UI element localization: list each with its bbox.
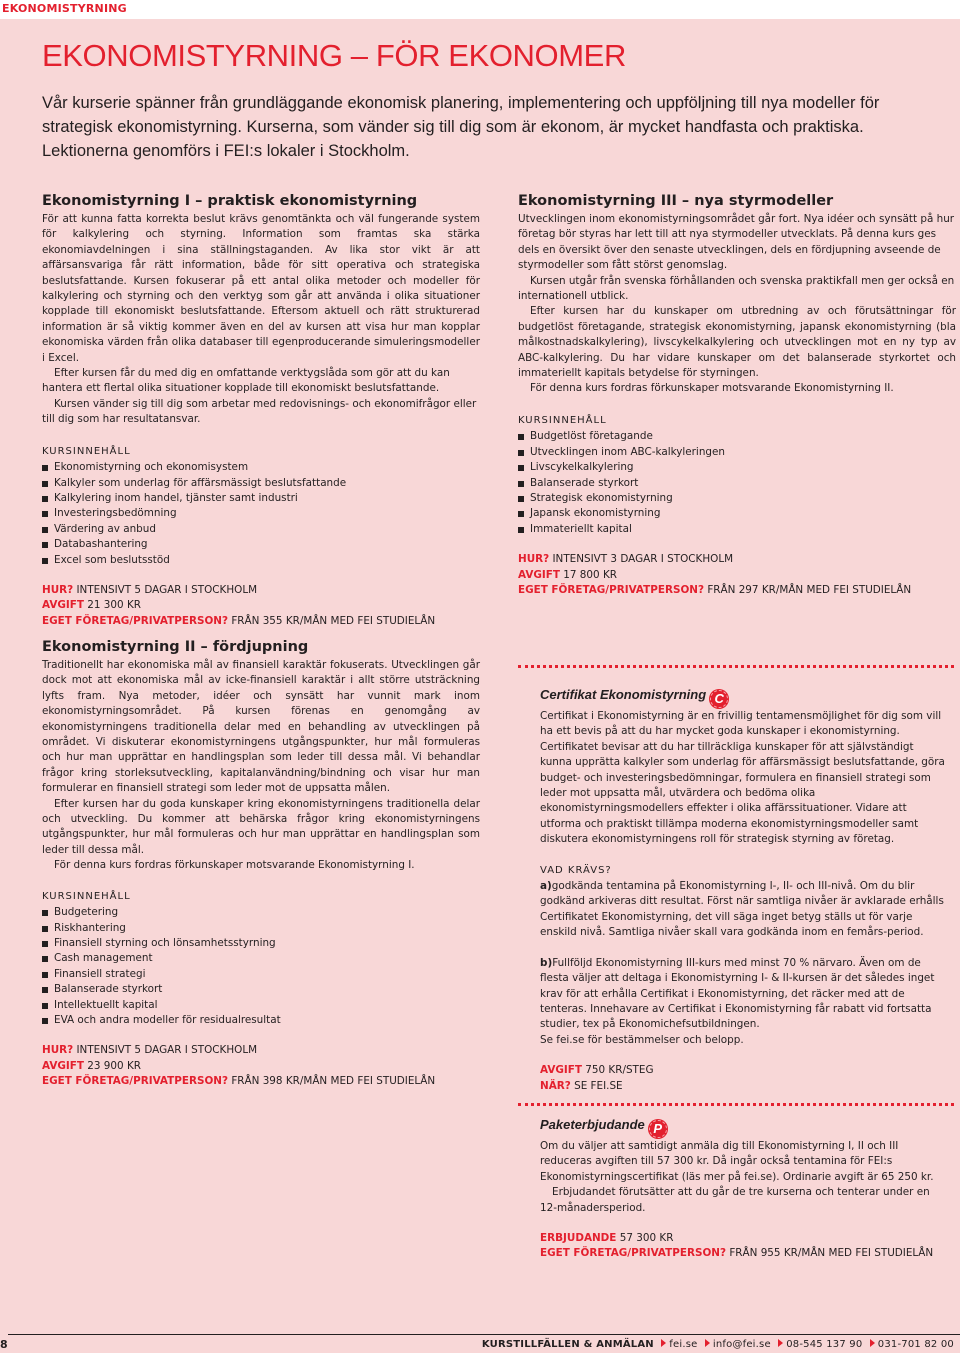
package-text-2: Erbjudandet förutsätter att du går de tre kurserna och tenterar under en 12-månadersperiod. (540, 1186, 930, 1214)
course-3 (518, 192, 956, 598)
list-item: Budgetlöst företagande (518, 429, 956, 444)
package-loan: EGET FÖRETAG/PRIVATPERSON? FRÅN 955 KR/MÅN MED FEI STUDIELÅN (540, 1247, 934, 1260)
course-2-how: HUR? INTENSIVT 5 DAGAR I STOCKHOLM (42, 1044, 258, 1057)
course-1-paragraph: För att kunna fatta korrekta beslut krävs genomtänkta och väl fungerande system för kalkylering och styrning. Information som framtas ska stärka ekonomiavdelningen i sina ställningstaganden. Av lika stor vikt är att affärsansvariga får rätt information, både för sitt operativa och strategiska beslutsfattande. Kursen fokuserar på ett antal olika metoder och modeller för kalkylering och styrning och den verktyg som går att använda i olika situationer kopplade till ekonomiskt beslutsfattande. Eftersom aktuell och rätt strukturerad information är så viktig kommer även en del av kursen att visa hur man kopplar ekonomiska värden från olika databaser till egenproducerande simuleringsmodeller i Excel. (42, 213, 480, 364)
list-item: Värdering av anbud (42, 522, 480, 537)
list-item: Kalkyler som underlag för affärsmässigt beslutsfattande (42, 476, 480, 491)
list-item: Cash management (42, 951, 480, 966)
list-item: Budgetering (42, 905, 480, 920)
course-1-paragraph: Kursen vänder sig till dig som arbetar med redovisnings- och ekonomifrågor eller till dig som har resultatansvar. (42, 397, 477, 426)
list-item: Finansiell styrning och lönsamhetsstyrning (42, 936, 480, 951)
course-2-fee: AVGIFT 23 900 KR (42, 1059, 141, 1072)
course-1-contents-heading: KURSINNEHÅLL (42, 445, 131, 457)
arrow-icon (870, 1339, 875, 1347)
course-3-fee: AVGIFT 17 800 KR (518, 568, 617, 581)
course-1-loan: EGET FÖRETAG/PRIVATPERSON? FRÅN 355 KR/MÅN MED FEI STUDIELÅN (42, 614, 436, 627)
intro-text: Vår kurserie spänner från grundläggande ekonomisk planering, implementering och uppföljning till nya modeller för strategisk ekonomistyrning. Kurserna, som vänder sig till dig som är ekonom, är mycket handfasta och praktiska. Lektionerna genomförs i FEI:s lokaler i Stockholm. (42, 94, 880, 160)
course-2-contents (42, 905, 480, 1028)
top-bar (0, 0, 960, 19)
course-1-how: HUR? INTENSIVT 5 DAGAR I STOCKHOLM (42, 583, 258, 596)
course-2-paragraph: För denna kurs fordras förkunskaper motsvarande Ekonomistyrning I. (54, 859, 415, 872)
arrow-icon (778, 1339, 783, 1347)
list-item: Utvecklingen inom ABC-kalkyleringen (518, 445, 956, 460)
course-2-loan: EGET FÖRETAG/PRIVATPERSON? FRÅN 398 KR/MÅN MED FEI STUDIELÅN (42, 1075, 436, 1088)
package-box (518, 1103, 954, 1281)
certificate-title: Certifikat Ekonomistyrning C (540, 686, 945, 709)
footer-email-link[interactable]: info@fei.se (712, 1339, 771, 1350)
package-title: Paketerbjudande P (540, 1116, 945, 1139)
course-1-title: Ekonomistyrning I – praktisk ekonomistyrning (42, 193, 418, 209)
footer-phone-2: 031-701 82 00 (877, 1339, 954, 1350)
course-1 (42, 192, 480, 629)
course-3-paragraph: Utvecklingen inom ekonomistyrningsområdet går fort. Nya idéer och synsätt på hur företag bör styras har lett till att nya styrmodeller utvecklats. På denna kurs ges dels en översikt över den senaste utvecklingen, dels en fördjupning avseende de styrmodeller som fått störst genomslag. (518, 213, 955, 272)
course-3-contents (518, 429, 956, 537)
footer-phone: 08-545 137 90 (786, 1339, 863, 1350)
course-3-paragraph: Kursen utgår från svenska förhållanden och svenska praktikfall men ger också en internationell utblick. (518, 274, 955, 303)
list-item: Kalkylering inom handel, tjänster samt industri (42, 491, 480, 506)
requirement-a: a)godkända tentamina på Ekonomistyrning I-, II- och III-nivå. Om du blir godkänd arkiveras ditt resultat. Först när samtliga nivåer är avklarade erhålls Certifikatet Ekonomistyrning, det vill säga inget betyg ställs ut för varje enskild nivå. Samtliga nivåer skall vara godkända inom en femårs-period. (540, 880, 944, 939)
footer-rule (8, 1334, 960, 1335)
package-logo-icon: P (648, 1119, 668, 1139)
list-item: Balanserade styrkort (518, 476, 956, 491)
course-3-title: Ekonomistyrning III – nya styrmodeller (518, 193, 834, 209)
course-2-paragraph: Traditionellt har ekonomiska mål av finansiell karaktär fokuserats. Utvecklingen går dock mot att ekonomiska mål av icke-finansiell karaktär i allt större utsträckning lyfts fram. Nya metoder, idéer och synsätt har vunnit mark inom ekonomistyrningsområdet. På kursen förenas en genomgång av ekonomistyrningens traditionella delar med en behandling av utvecklingen på området. Vi diskuterar ekonomistyrningens utgångspunkter, hur mål formuleras och hur man upprättar en handlingsplan som leder till dessa mål. Vi behandlar frågor kring storleksutveckling, kapitalanvändning/bindning och visar hur man formulerar en finansiell strategi som leder mot de uppsatta målen. (42, 659, 480, 795)
course-2-title: Ekonomistyrning II – fördjupning (42, 639, 309, 655)
footer-label: KURSTILLFÄLLEN & ANMÄLAN (481, 1339, 654, 1350)
arrow-icon (705, 1339, 710, 1347)
certificate-fee: AVGIFT 750 KR/STEG (540, 1064, 654, 1077)
list-item: Ekonomistyrning och ekonomisystem (42, 460, 480, 475)
certificate-when: NÄR? SE FEI.SE (540, 1079, 623, 1092)
footer-web-link[interactable]: fei.se (669, 1339, 698, 1350)
list-item: Databashantering (42, 537, 480, 552)
certificate-logo-icon: C (709, 689, 729, 709)
course-3-paragraph: För denna kurs fordras förkunskaper motsvarande Ekonomistyrning II. (530, 382, 894, 395)
requirement-b: b)Fullföljd Ekonomistyrning III-kurs med minst 70 % närvaro. Även om de flesta väljer att deltaga i Ekonomistyrning I- & II-kursen är det således inget krav för att erhålla Certifikat i Ekonomistyrning, det räcker med att de tenteras. Innehavare av Certifikat i Ekonomistyrning får rabatt vid fortsatta studier, tex på Ekonomichefsutbildningen. (540, 956, 935, 1031)
course-3-contents-heading: KURSINNEHÅLL (518, 414, 607, 426)
section-tag: EKONOMISTYRNING (2, 2, 127, 15)
course-1-fee: AVGIFT 21 300 KR (42, 599, 141, 612)
page-title: EKONOMISTYRNING – FÖR EKONOMER (42, 38, 626, 73)
list-item: Intellektuellt kapital (42, 998, 480, 1013)
certificate-box (518, 665, 954, 1098)
course-3-paragraph: Efter kursen har du kunskaper om utbredning av och förutsättningar för budgetlöst företagande, strategisk ekonomistyrning, japansk ekonomistyrning (bla målkostnadskalkylering), livscykelkalkylering och utvecklingen mot en ny typ av ABC-kalkylering. Du har vidare kunskaper om det balanserade styrkortet och immateriellt kapitals betydelse för styrningen. (518, 305, 956, 380)
list-item: Japansk ekonomistyrning (518, 506, 956, 521)
list-item: Balanserade styrkort (42, 982, 480, 997)
package-fee: ERBJUDANDE 57 300 KR (540, 1232, 674, 1245)
list-item: Finansiell strategi (42, 967, 480, 982)
requirement-note: Se fei.se för bestämmelser och belopp. (540, 1033, 744, 1046)
course-3-loan: EGET FÖRETAG/PRIVATPERSON? FRÅN 297 KR/MÅN MED FEI STUDIELÅN (518, 583, 912, 596)
list-item: Strategisk ekonomistyrning (518, 491, 956, 506)
certificate-text: Certifikat i Ekonomistyrning är en frivillig tentamensmöjlighet för dig som vill ha ett bevis på att du har mycket goda kunskaper i ekonomistyrning. Certifikatet bevisar att du har tillräckliga kunskaper för att självständigt kunna upprätta kalkyler som underlag för affärsmässigt beslutsfattande, göra budget- och investeringsbedömningar, formulera en finansiell strategi som leder mot uppsatta mål, utvärdera och bedöma olika ekonomistyrningsmodellers effekter i olika affärssituationer. Vidare att utforma och praktiskt tillämpa moderna ekonomistyrningsmodeller samt diskutera ekonomistyrningens roll för strategisk styrning av företag. (540, 710, 945, 846)
requirements-heading: VAD KRÄVS? (540, 864, 612, 876)
course-2-contents-heading: KURSINNEHÅLL (42, 890, 131, 902)
list-item: Riskhantering (42, 921, 480, 936)
course-1-contents (42, 460, 480, 568)
footer-contact (482, 1339, 954, 1350)
list-item: Excel som beslutsstöd (42, 553, 480, 568)
course-2-paragraph: Efter kursen har du goda kunskaper kring ekonomistyrningens traditionella delar och utveckling. Du kommer att behärska frågor kring ekonomistyrningens utgångspunkter, hur mål formuleras och hur man upprättar en handlingsplan som leder till dessa mål. (42, 797, 480, 856)
page-number: 8 (0, 1338, 8, 1351)
list-item: Livscykelkalkylering (518, 460, 956, 475)
package-text: Om du väljer att samtidigt anmäla dig till Ekonomistyrning I, II och III reduceras avgiften till 57 300 kr. Då ingår också tentamina för FEI:s Ekonomistyrningscertifikat (läs mer på fei.se). Ordinarie avgift är 65 250 kr. (540, 1140, 934, 1183)
course-1-paragraph: Efter kursen får du med dig en omfattande verktygslåda som gör att du kan hantera ett flertal olika situationer kopplade till ekonomiskt beslutsfattande. (42, 367, 450, 395)
course-2 (42, 638, 480, 1090)
course-3-how: HUR? INTENSIVT 3 DAGAR I STOCKHOLM (518, 553, 734, 566)
arrow-icon (661, 1339, 666, 1347)
list-item: Investeringsbedömning (42, 506, 480, 521)
list-item: Immateriellt kapital (518, 522, 956, 537)
list-item: EVA och andra modeller för residualresultat (42, 1013, 480, 1028)
